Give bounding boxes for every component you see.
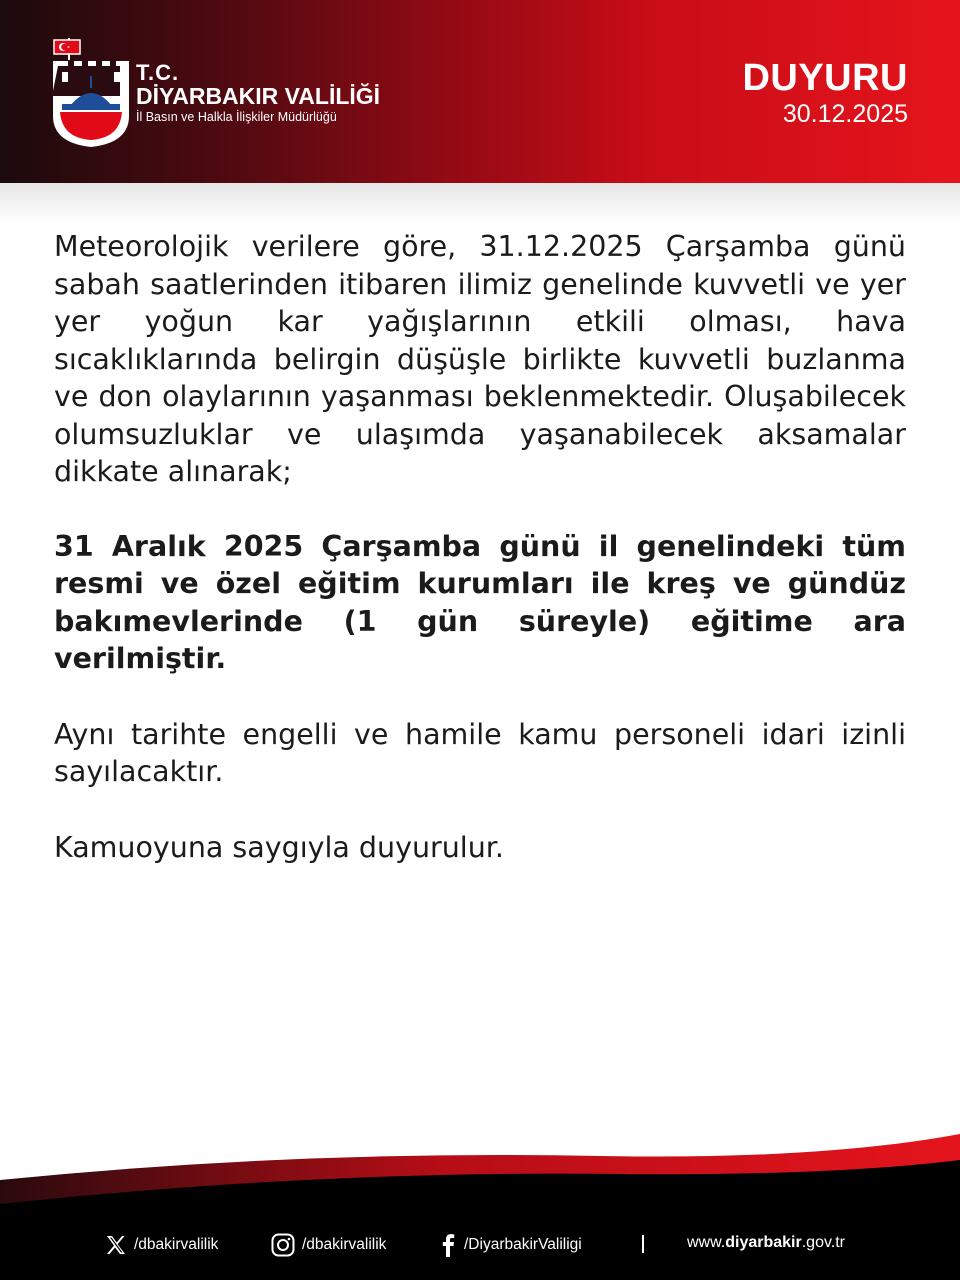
paragraph-school-closure: 31 Aralık 2025 Çarşamba günü il genelindeki tüm resmi ve özel eğitim kurumları ile kreş ve gündüz bakımevlerinde (1 gün süreyle) eğitime ara verilmiştir. xyxy=(54,529,906,675)
website-link[interactable] xyxy=(687,1234,845,1252)
governorship-logo xyxy=(48,36,134,148)
announcement-heading xyxy=(742,58,908,128)
instagram-link[interactable] xyxy=(270,1229,386,1261)
announcement-date: 30.12.2025 xyxy=(782,100,908,128)
site-prefix: www. xyxy=(687,1234,726,1251)
instagram-icon xyxy=(270,1232,296,1258)
footer-wave xyxy=(0,1120,960,1210)
header-shadow xyxy=(0,183,960,223)
site-bold: diyarbakir xyxy=(725,1234,802,1251)
org-unit: İl Basın ve Halkla İlişkiler Müdürlüğü xyxy=(136,110,337,124)
paragraph-closing: Kamuoyuna saygıyla duyurulur. xyxy=(54,830,504,864)
organization-block xyxy=(136,62,380,125)
facebook-link[interactable] xyxy=(438,1229,582,1261)
paragraph-staff-leave: Aynı tarihte engelli ve hamile kamu personeli idari izinli sayılacaktır. xyxy=(54,717,906,788)
site-suffix: .gov.tr xyxy=(801,1234,845,1251)
x-icon xyxy=(104,1233,128,1257)
x-link[interactable] xyxy=(104,1229,218,1261)
facebook-handle: /DiyarbakirValiligi xyxy=(464,1236,582,1253)
instagram-handle: /dbakirvalilik xyxy=(302,1236,387,1253)
x-handle: /dbakirvalilik xyxy=(134,1236,219,1253)
paragraph-weather: Meteorolojik verilere göre, 31.12.2025 Çarşamba günü sabah saatlerinden itibaren ilimiz genelinde kuvvetli ve yer yer yoğun kar yağışlarının etkili olması, hava sıcaklıklarında belirgin düşüşle birlikte kuvvetli buzlanma ve don olaylarının yaşanması beklenmektedir. Oluşabilecek olumsuzluklar ve ulaşımda yaşanabilecek aksamalar dikkate alınarak; xyxy=(54,230,906,488)
org-name: DİYARBAKIR VALİLİĞİ xyxy=(136,83,381,109)
facebook-icon xyxy=(438,1232,458,1258)
org-tc: T.C. xyxy=(136,60,180,85)
announcement-body xyxy=(54,228,906,866)
announcement-title: DUYURU xyxy=(742,57,908,99)
footer-separator xyxy=(642,1235,644,1253)
